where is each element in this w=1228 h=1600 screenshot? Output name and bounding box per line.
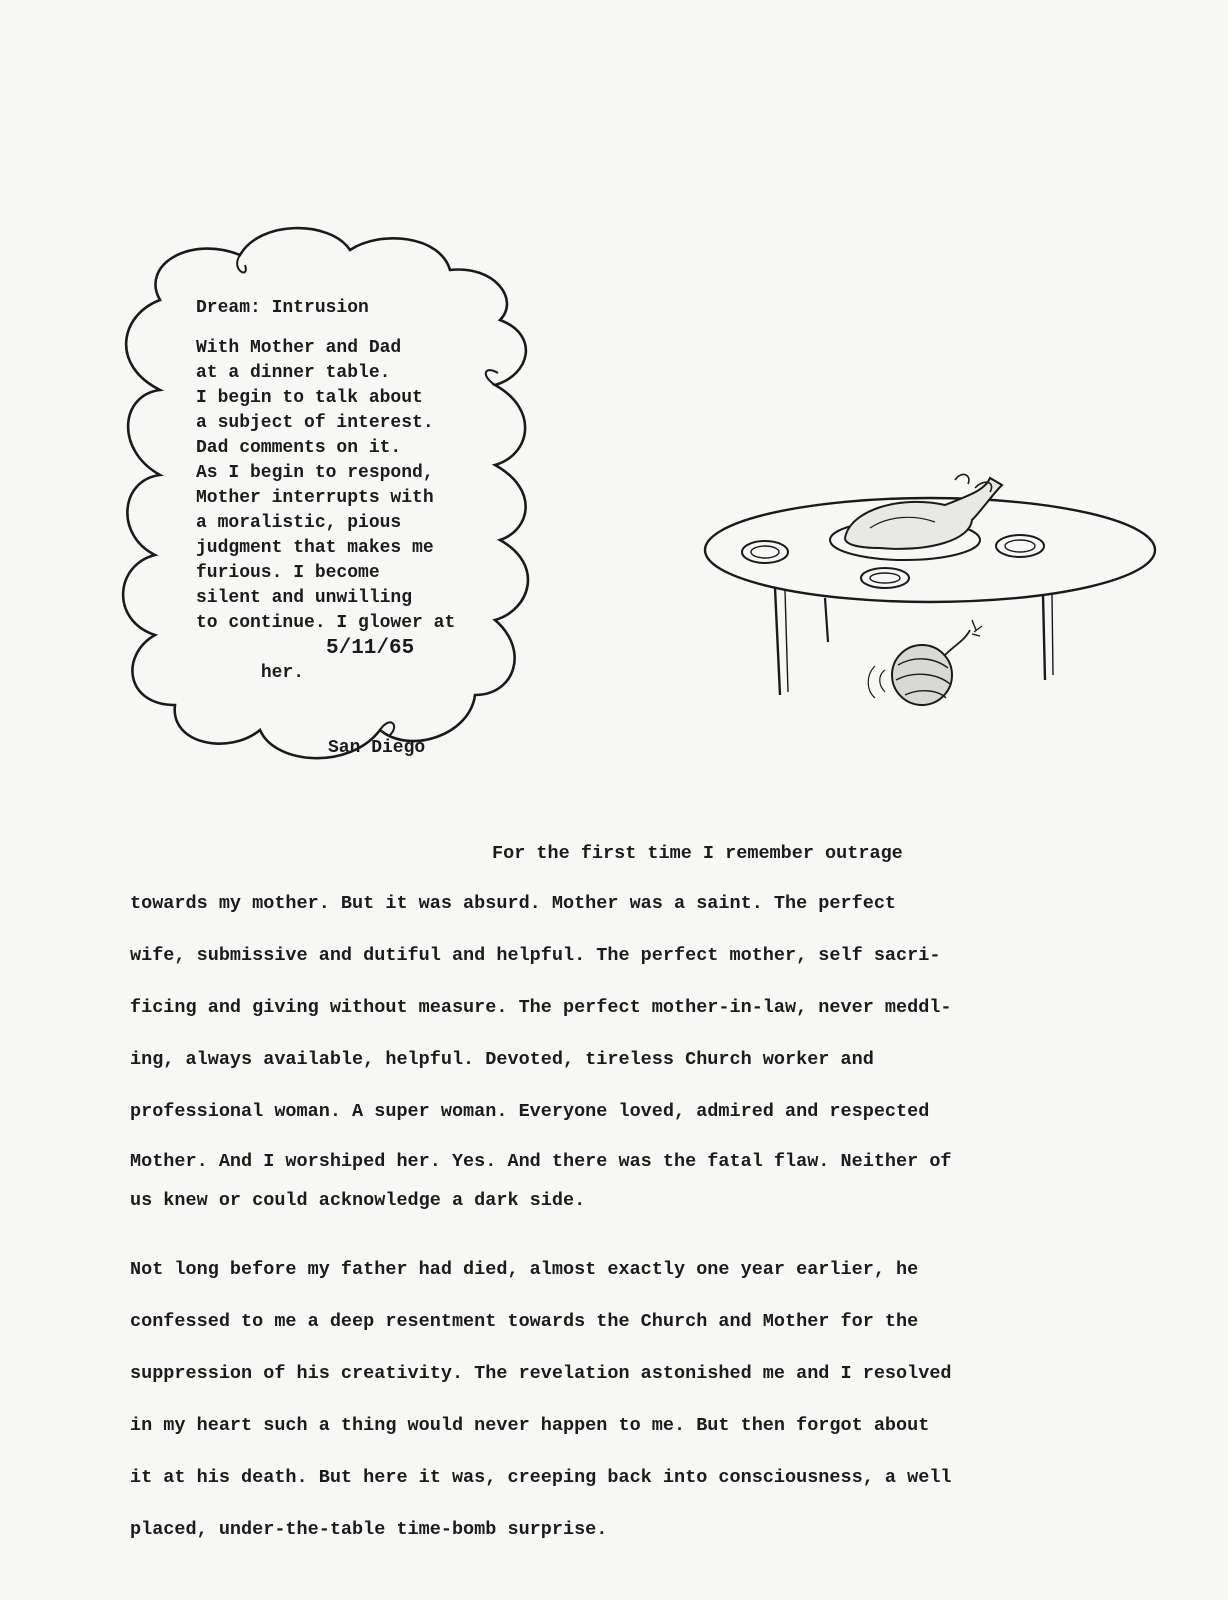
dream-line: judgment that makes me <box>196 538 434 558</box>
text-line: ing, always available, helpful. Devoted, tireless Church worker and <box>130 1049 874 1070</box>
dream-last-line: her. <box>260 663 305 683</box>
dream-note <box>196 296 556 761</box>
dream-line: at a dinner table. <box>196 363 391 383</box>
narrative-text <box>130 830 1120 1556</box>
text-line: suppression of his creativity. The revelation astonished me and I resolved <box>130 1363 952 1384</box>
paragraph-gap <box>130 1216 1120 1244</box>
dream-line: As I begin to respond, <box>196 463 434 483</box>
dream-line: silent and unwilling <box>196 588 413 608</box>
text-line: For the first time I remember outrage <box>492 843 903 864</box>
text-line: ficing and giving without measure. The perfect mother-in-law, never meddl- <box>130 997 952 1018</box>
dream-line: a moralistic, pious <box>196 513 402 533</box>
text-line: Mother. And I worshiped her. Yes. And there was the fatal flaw. Neither of <box>130 1151 952 1172</box>
text-line: wife, submissive and dutiful and helpful. The perfect mother, self sacri- <box>130 945 941 966</box>
dream-line <box>196 636 556 736</box>
dream-line: Dad comments on it. <box>196 438 402 458</box>
dream-location: San Diego <box>328 738 426 758</box>
dream-line: With Mother and Dad <box>196 338 402 358</box>
text-line: confessed to me a deep resentment towards the Church and Mother for the <box>130 1311 919 1332</box>
text-line: Not long before my father had died, almost exactly one year earlier, he <box>130 1259 919 1280</box>
dream-line: I begin to talk about <box>196 388 423 408</box>
text-line: towards my mother. But it was absurd. Mother was a saint. The perfect <box>130 893 897 914</box>
dream-line: to continue. I glower at <box>196 613 456 633</box>
text-line: us knew or could acknowledge a dark side. <box>130 1190 586 1211</box>
dream-line: furious. I become <box>196 563 380 583</box>
text-line: professional woman. A super woman. Everyone loved, admired and respected <box>130 1101 930 1122</box>
dream-line: a subject of interest. <box>196 413 434 433</box>
dream-title: Dream: Intrusion <box>196 298 369 318</box>
text-line: placed, under-the-table time-bomb surprise. <box>130 1519 608 1540</box>
dream-date: 5/11/65 <box>326 637 415 660</box>
text-line: in my heart such a thing would never happen to me. But then forgot about <box>130 1415 930 1436</box>
dinner-table-sketch <box>700 470 1170 720</box>
dream-line: Mother interrupts with <box>196 488 434 508</box>
text-line: it at his death. But here it was, creeping back into consciousness, a well <box>130 1467 952 1488</box>
